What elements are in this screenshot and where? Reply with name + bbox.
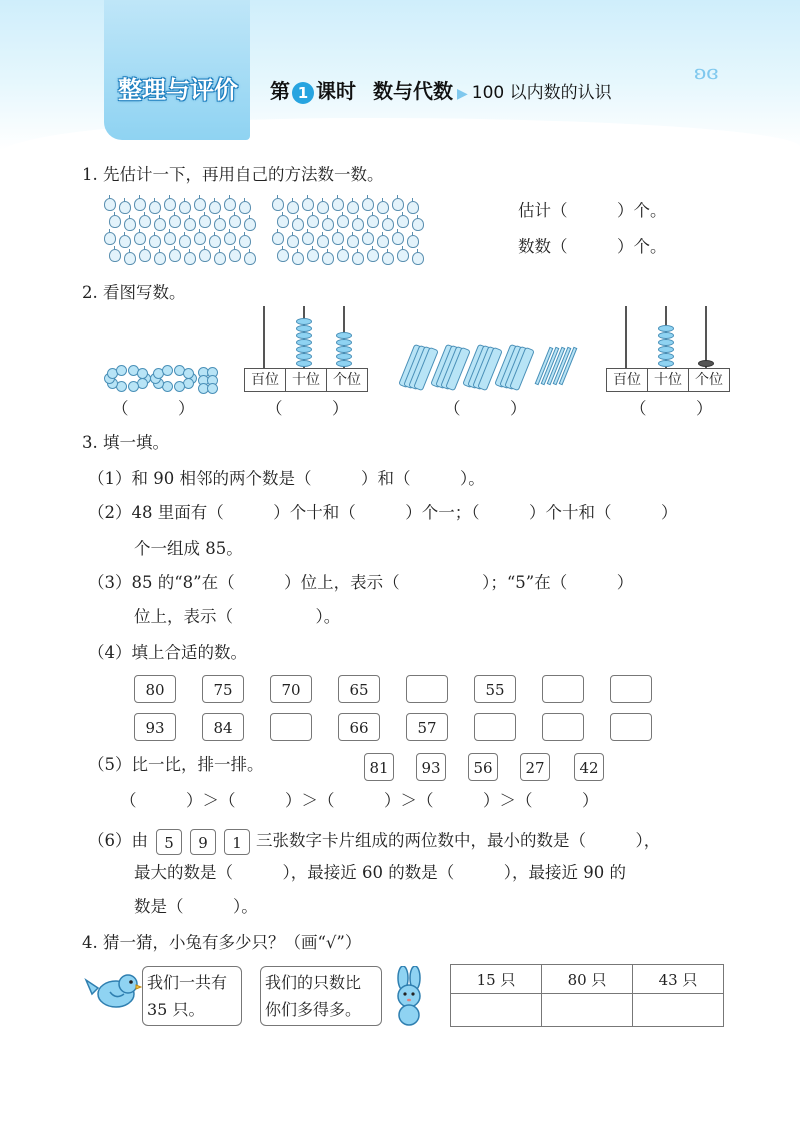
apple-icon xyxy=(302,198,314,211)
number-card: 27 xyxy=(520,753,550,781)
bead-icon xyxy=(658,353,674,360)
apple-icon xyxy=(184,252,196,265)
rabbit-speech-bubble xyxy=(260,966,382,1026)
sequence-box[interactable] xyxy=(542,713,584,741)
apple-icon xyxy=(407,235,419,248)
apple-icon xyxy=(292,218,304,231)
apple-icon xyxy=(377,201,389,214)
bead-icon xyxy=(336,353,352,360)
apple-icon xyxy=(317,235,329,248)
apple-icon xyxy=(397,249,409,262)
bead-icon xyxy=(658,346,674,353)
apple-icon xyxy=(322,252,334,265)
sequence-box[interactable]: 80 xyxy=(134,675,176,703)
q4-title: 4. 猜一猜，小兔有多少只？（画“√”） xyxy=(82,933,362,952)
apple-icon xyxy=(109,215,121,228)
q1-estimate: 估计（ ）个。 xyxy=(518,201,667,220)
number-card: 81 xyxy=(364,753,394,781)
bird-icon xyxy=(84,966,142,1016)
stick-bundle-picture xyxy=(406,340,576,394)
apple-icon xyxy=(229,249,241,262)
apple-icon xyxy=(332,232,344,245)
digit-card: 1 xyxy=(224,829,250,855)
q3-part5-order[interactable]: （ ）＞（ ）＞（ ）＞（ ）＞（ ） xyxy=(120,791,599,810)
apple-icon xyxy=(154,252,166,265)
apple-icon xyxy=(322,218,334,231)
q3-part6-prefix: （6）由 xyxy=(88,831,148,850)
sequence-box[interactable] xyxy=(474,713,516,741)
arrow-icon: ▶ xyxy=(456,86,468,102)
place-value-row xyxy=(606,368,730,392)
q3-part6-line1: 三张数字卡片组成的两位数中，最小的数是（ ）， xyxy=(256,831,661,850)
lesson-prefix: 第 xyxy=(270,79,290,103)
apple-icon xyxy=(184,218,196,231)
sequence-box[interactable] xyxy=(406,675,448,703)
apple-icon xyxy=(272,198,284,211)
section-tab-label: 整理与评价 xyxy=(118,76,238,104)
bird-speech-line2: 35 只。 xyxy=(147,1000,205,1019)
lesson-title xyxy=(270,76,612,106)
q3-part3-line2: 位上，表示（ ）。 xyxy=(134,607,341,626)
digit-card: 9 xyxy=(190,829,216,855)
apple-icon xyxy=(214,252,226,265)
bead-icon xyxy=(658,325,674,332)
apple-icon xyxy=(244,218,256,231)
apple-icon xyxy=(134,198,146,211)
apple-icon xyxy=(104,232,116,245)
apple-icon xyxy=(109,249,121,262)
sequence-box[interactable]: 75 xyxy=(202,675,244,703)
apple-icon xyxy=(317,201,329,214)
hundreds-label: 百位 xyxy=(245,369,286,391)
number-card: 42 xyxy=(574,753,604,781)
bead-icon xyxy=(336,360,352,367)
apple-icon xyxy=(382,218,394,231)
q3-part2-line1: （2）48 里面有（ ）个十和（ ）个一；（ ）个十和（ ） xyxy=(88,503,678,522)
apple-icon xyxy=(154,218,166,231)
apple-icon xyxy=(244,252,256,265)
ring-icon xyxy=(162,381,173,392)
sequence-box[interactable]: 84 xyxy=(202,713,244,741)
tens-label: 十位 xyxy=(286,369,327,391)
ring-icon xyxy=(162,365,173,376)
q2-answer-2[interactable]: （ ） xyxy=(266,399,349,418)
guess-option: 43 只 xyxy=(633,965,724,994)
bead-icon xyxy=(296,360,312,367)
ring-icon xyxy=(116,365,127,376)
apple-icon xyxy=(307,249,319,262)
tens-label: 十位 xyxy=(648,369,689,391)
apple-icon xyxy=(272,232,284,245)
bead-icon xyxy=(658,339,674,346)
apple-icon xyxy=(362,232,374,245)
ring-icon xyxy=(116,381,127,392)
bird-speech-bubble xyxy=(142,966,242,1026)
ones-label: 个位 xyxy=(695,372,723,388)
apple-icon xyxy=(287,235,299,248)
bead-icon xyxy=(336,332,352,339)
apple-icon xyxy=(377,235,389,248)
bead-icon xyxy=(336,346,352,353)
digit-card: 5 xyxy=(156,829,182,855)
sequence-box[interactable] xyxy=(610,675,652,703)
apple-icon xyxy=(362,198,374,211)
apple-icon xyxy=(302,232,314,245)
apple-icon xyxy=(164,198,176,211)
sequence-box[interactable] xyxy=(542,675,584,703)
apple-icon xyxy=(352,218,364,231)
q2-answer-4[interactable]: （ ） xyxy=(630,399,713,418)
apple-icon xyxy=(347,201,359,214)
ring-icon xyxy=(207,383,218,394)
butterfly-icon: ʚɞ xyxy=(694,60,719,84)
bead-icon xyxy=(296,339,312,346)
apple-icon xyxy=(169,249,181,262)
checkmark-cell[interactable] xyxy=(542,994,633,1027)
apple-icon xyxy=(199,215,211,228)
lesson-suffix: 课时 xyxy=(316,79,356,103)
ring-icon xyxy=(137,368,148,379)
q3-part4: （4）填上合适的数。 xyxy=(88,643,247,662)
lesson-subtopic: 100 以内数的认识 xyxy=(471,83,612,103)
apple-icon xyxy=(119,235,131,248)
rabbit-icon xyxy=(388,966,430,1026)
sequence-box[interactable] xyxy=(270,713,312,741)
apple-icon xyxy=(392,198,404,211)
apple-icon xyxy=(392,232,404,245)
q3-part6-line2: 最大的数是（ ），最接近 60 的数是（ ），最接近 90 的 xyxy=(134,863,626,882)
abacus-1 xyxy=(244,306,366,396)
apple-icon xyxy=(239,201,251,214)
q1-title: 1. 先估计一下，再用自己的方法数一数。 xyxy=(82,165,384,184)
apple-icon xyxy=(214,218,226,231)
apple-icon xyxy=(139,215,151,228)
apple-icon xyxy=(119,201,131,214)
apple-icon xyxy=(382,252,394,265)
apple-icon xyxy=(149,201,161,214)
hundreds-label: 百位 xyxy=(607,369,648,391)
bead-icon xyxy=(658,360,674,367)
ring-icon xyxy=(183,368,194,379)
guess-option: 15 只 xyxy=(451,965,542,994)
q2-answer-3[interactable]: （ ） xyxy=(444,399,527,418)
apple-icon xyxy=(239,235,251,248)
apple-icon xyxy=(352,252,364,265)
apple-icon xyxy=(332,198,344,211)
fruit-picture xyxy=(104,198,434,268)
q3-part6-line3: 数是（ ）。 xyxy=(134,897,258,916)
sequence-box[interactable]: 93 xyxy=(134,713,176,741)
place-value-row xyxy=(244,368,368,392)
apple-icon xyxy=(397,215,409,228)
apple-icon xyxy=(277,249,289,262)
ring-picture xyxy=(104,364,214,394)
bead-icon xyxy=(296,325,312,332)
guess-option: 80 只 xyxy=(542,965,633,994)
ring-icon xyxy=(128,381,139,392)
apple-icon xyxy=(139,249,151,262)
lesson-topic: 数与代数 xyxy=(372,79,453,103)
apple-icon xyxy=(347,235,359,248)
q2-title: 2. 看图写数。 xyxy=(82,283,186,302)
lesson-number-badge: 1 xyxy=(292,82,314,104)
apple-icon xyxy=(224,232,236,245)
sequence-box[interactable]: 65 xyxy=(338,675,380,703)
apple-icon xyxy=(412,218,424,231)
apple-icon xyxy=(149,235,161,248)
number-card: 93 xyxy=(416,753,446,781)
apple-icon xyxy=(292,252,304,265)
bead-icon xyxy=(296,332,312,339)
apple-icon xyxy=(287,201,299,214)
sequence-box[interactable]: 66 xyxy=(338,713,380,741)
apple-icon xyxy=(179,201,191,214)
checkmark-cell[interactable] xyxy=(451,994,542,1027)
apple-icon xyxy=(194,198,206,211)
bead-icon xyxy=(658,332,674,339)
apple-icon xyxy=(194,232,206,245)
sequence-box[interactable]: 57 xyxy=(406,713,448,741)
rabbit-speech-line1: 我们的只数比 xyxy=(265,973,362,992)
apple-icon xyxy=(367,249,379,262)
bird-speech-line1: 我们一共有 xyxy=(147,973,228,992)
apple-icon xyxy=(412,252,424,265)
apple-icon xyxy=(124,252,136,265)
sequence-box[interactable]: 70 xyxy=(270,675,312,703)
apple-icon xyxy=(104,198,116,211)
bead-icon xyxy=(296,318,312,325)
bead-icon xyxy=(296,346,312,353)
q3-title: 3. 填一填。 xyxy=(82,433,169,452)
apple-icon xyxy=(224,198,236,211)
section-tab xyxy=(104,0,250,140)
ones-label: 个位 xyxy=(333,372,361,388)
apple-icon xyxy=(209,201,221,214)
apple-icon xyxy=(209,235,221,248)
apple-icon xyxy=(164,232,176,245)
checkmark-cell[interactable] xyxy=(633,994,724,1027)
number-card: 56 xyxy=(468,753,498,781)
apple-icon xyxy=(199,249,211,262)
apple-icon xyxy=(124,218,136,231)
apple-icon xyxy=(179,235,191,248)
apple-icon xyxy=(367,215,379,228)
q3-part2-line2: 个一组成 85。 xyxy=(134,539,243,558)
apple-icon xyxy=(337,215,349,228)
ring-icon xyxy=(174,381,185,392)
q1-count: 数数（ ）个。 xyxy=(518,237,667,256)
apple-icon xyxy=(134,232,146,245)
guess-table xyxy=(450,964,724,1027)
abacus-2 xyxy=(606,306,728,396)
apple-icon xyxy=(229,215,241,228)
apple-icon xyxy=(169,215,181,228)
apple-icon xyxy=(407,201,419,214)
apple-icon xyxy=(307,215,319,228)
rabbit-speech-line2: 你们多得多。 xyxy=(265,1000,362,1019)
q3-part5: （5）比一比，排一排。 xyxy=(88,755,264,774)
apple-icon xyxy=(277,215,289,228)
q2-answer-1[interactable]: （ ） xyxy=(112,399,195,418)
bead-icon xyxy=(336,339,352,346)
bead-icon xyxy=(296,353,312,360)
sequence-box[interactable] xyxy=(610,713,652,741)
q3-part1: （1）和 90 相邻的两个数是（ ）和（ ）。 xyxy=(88,469,485,488)
sequence-box[interactable]: 55 xyxy=(474,675,516,703)
q3-part3-line1: （3）85 的“8”在（ ）位上，表示（ ）；“5”在（ ） xyxy=(88,573,634,592)
apple-icon xyxy=(337,249,349,262)
